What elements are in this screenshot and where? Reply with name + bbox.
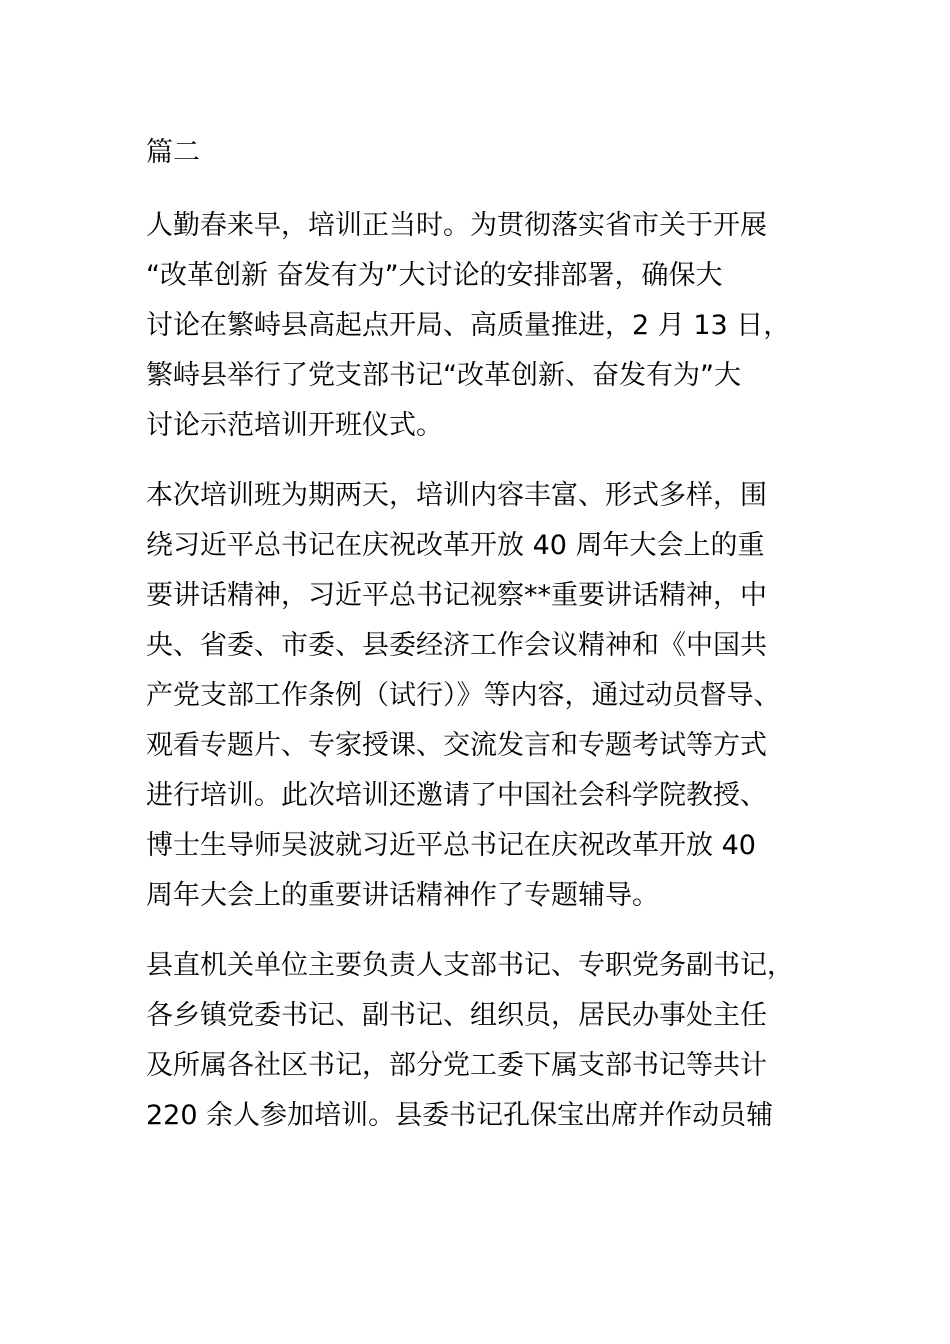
paragraph-line: 观看专题片、专家授课、交流发言和专题考试等方式	[146, 730, 767, 761]
paragraph-line: 人勤春来早，培训正当时。为贯彻落实省市关于开展	[146, 210, 767, 241]
paragraph-line: 220 余人参加培训。县委书记孔保宝出席并作动员辅	[146, 1100, 774, 1131]
paragraph-line: 各乡镇党委书记、副书记、组织员，居民办事处主任	[146, 1000, 767, 1031]
paragraph-line: 讨论示范培训开班仪式。	[146, 410, 443, 441]
paragraph-line: 博士生导师吴波就习近平总书记在庆祝改革开放 40	[146, 830, 756, 861]
paragraph-line: 讨论在繁峙县高起点开局、高质量推进，2 月 13 日，	[146, 310, 791, 341]
paragraph-line: 要讲话精神，习近平总书记视察**重要讲话精神，中	[146, 580, 767, 611]
paragraph-line: 进行培训。此次培训还邀请了中国社会科学院教授、	[146, 780, 767, 811]
paragraph-1	[146, 208, 866, 458]
paragraph-line: 央、省委、市委、县委经济工作会议精神和《中国共	[146, 630, 767, 661]
paragraph-line: 产党支部工作条例（试行）》等内容，通过动员督导、	[146, 680, 781, 711]
paragraph-line: 县直机关单位主要负责人支部书记、专职党务副书记，	[146, 950, 794, 981]
paragraph-line: 繁峙县举行了党支部书记“改革创新、奋发有为”大	[146, 360, 741, 391]
paragraph-3	[146, 948, 866, 1148]
paragraph-line: 本次培训班为期两天，培训内容丰富、形式多样，围	[146, 480, 767, 511]
section-heading: 篇二	[146, 137, 200, 168]
paragraph-2	[146, 478, 866, 928]
paragraph-line: 绕习近平总书记在庆祝改革开放 40 周年大会上的重	[146, 530, 765, 561]
paragraph-line: 及所属各社区书记，部分党工委下属支部书记等共计	[146, 1050, 767, 1081]
paragraph-line: 周年大会上的重要讲话精神作了专题辅导。	[146, 880, 659, 911]
paragraph-line: “改革创新 奋发有为”大讨论的安排部署，确保大	[146, 260, 723, 291]
